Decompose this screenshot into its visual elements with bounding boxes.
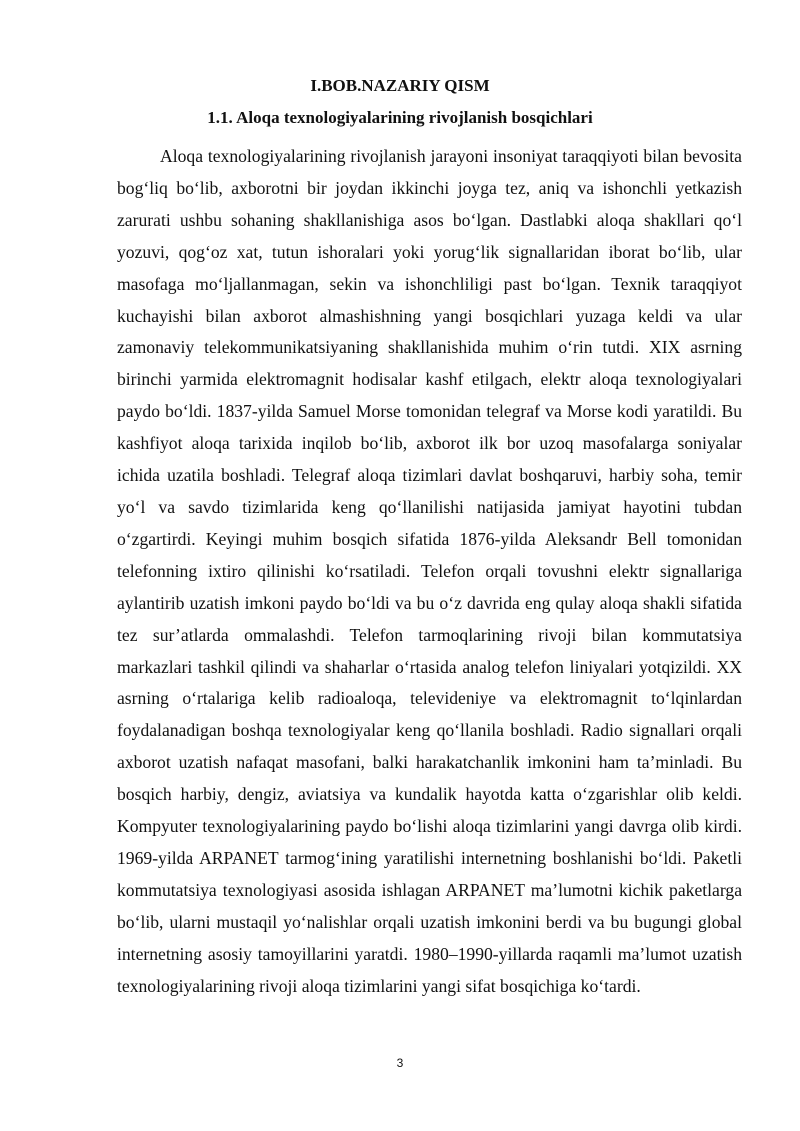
chapter-title: I.BOB.NAZARIY QISM	[310, 76, 490, 95]
page-number: 3	[396, 1056, 404, 1070]
section-title: 1.1. Aloqa texnologiyalarining rivojlanish bosqichlari	[207, 108, 593, 127]
body-paragraph: Aloqa texnologiyalarining rivojlanish jarayoni insoniyat taraqqiyoti bilan bevosita bog‘liq bo‘lib, axborotni bir joydan ikkinchi joyga tez, aniq va ishonchli yetkazish zarurati ushbu sohaning shakllanishiga asos bo‘lgan. Dastlabki aloqa shakllari qo‘l yozuvi, qog‘oz xat, tutun ishoralari yoki yorug‘lik signallaridan iborat bo‘lib, ular masofaga mo‘ljallanmagan, sekin va ishonchliligi past bo‘lgan. Texnik taraqqiyot kuchayishi bilan axborot almashishning yangi bosqichlari yuzaga keldi va ular zamonaviy telekommunikatsiyaning shakllanishida muhim o‘rin tutdi. XIX asrning birinchi yarmida elektromagnit hodisalar kashf etilgach, elektr aloqa texnologiyalari paydo bo‘ldi. 1837-yilda Samuel Morse tomonidan telegraf va Morse kodi yaratildi. Bu kashfiyot aloqa tarixida inqilob bo‘lib, axborot ilk bor uzoq masofalarga soniyalar ichida uzatila boshladi. Telegraf aloqa tizimlari davlat boshqaruvi, harbiy soha, temir yo‘l va savdo tizimlarida keng qo‘llanilishi natijasida jamiyat hayotini tubdan o‘zgartirdi. Keyingi muhim bosqich sifatida 1876-yilda Aleksandr Bell tomonidan telefonning ixtiro qilinishi ko‘rsatiladi. Telefon orqali tovushni elektr signallariga aylantirib uzatish imkoni paydo bo‘ldi va bu o‘z davrida eng qulay aloqa shakli sifatida tez sur’atlarda ommalashdi. Telefon tarmoqlarining rivoji bilan kommutatsiya markazlari tashkil qilindi va shaharlar o‘rtasida analog telefon liniyalari yotqizildi. XX asrning o‘rtalariga kelib radioaloqa, televideniye va elektromagnit to‘lqinlardan foydalanadigan boshqa texnologiyalar keng qo‘llanila boshladi. Radio signallari orqali axborot uzatish nafaqat masofani, balki harakatchanlik imkonini ham ta’minladi. Bu bosqich harbiy, dengiz, aviatsiya va kundalik hayotda katta o‘zgarishlar olib keldi. Kompyuter texnologiyalarining paydo bo‘lishi aloqa tizimlarini yangi davrga olib kirdi. 1969-yilda ARPANET tarmog‘ining yaratilishi internetning boshlanishi bo‘ldi. Paketli kommutatsiya texnologiyasi asosida ishlagan ARPANET ma’lumotni kichik paketlarga bo‘lib, ularni mustaqil yo‘nalishlar orqali uzatish imkonini berdi va bu bugungi global internetning asosiy tamoyillarini yaratdi. 1980–1990-yillarda raqamli ma’lumot uzatish texnologiyalarining rivoji aloqa tizimlarini yangi sifat bosqichiga ko‘tardi.	[117, 146, 742, 996]
